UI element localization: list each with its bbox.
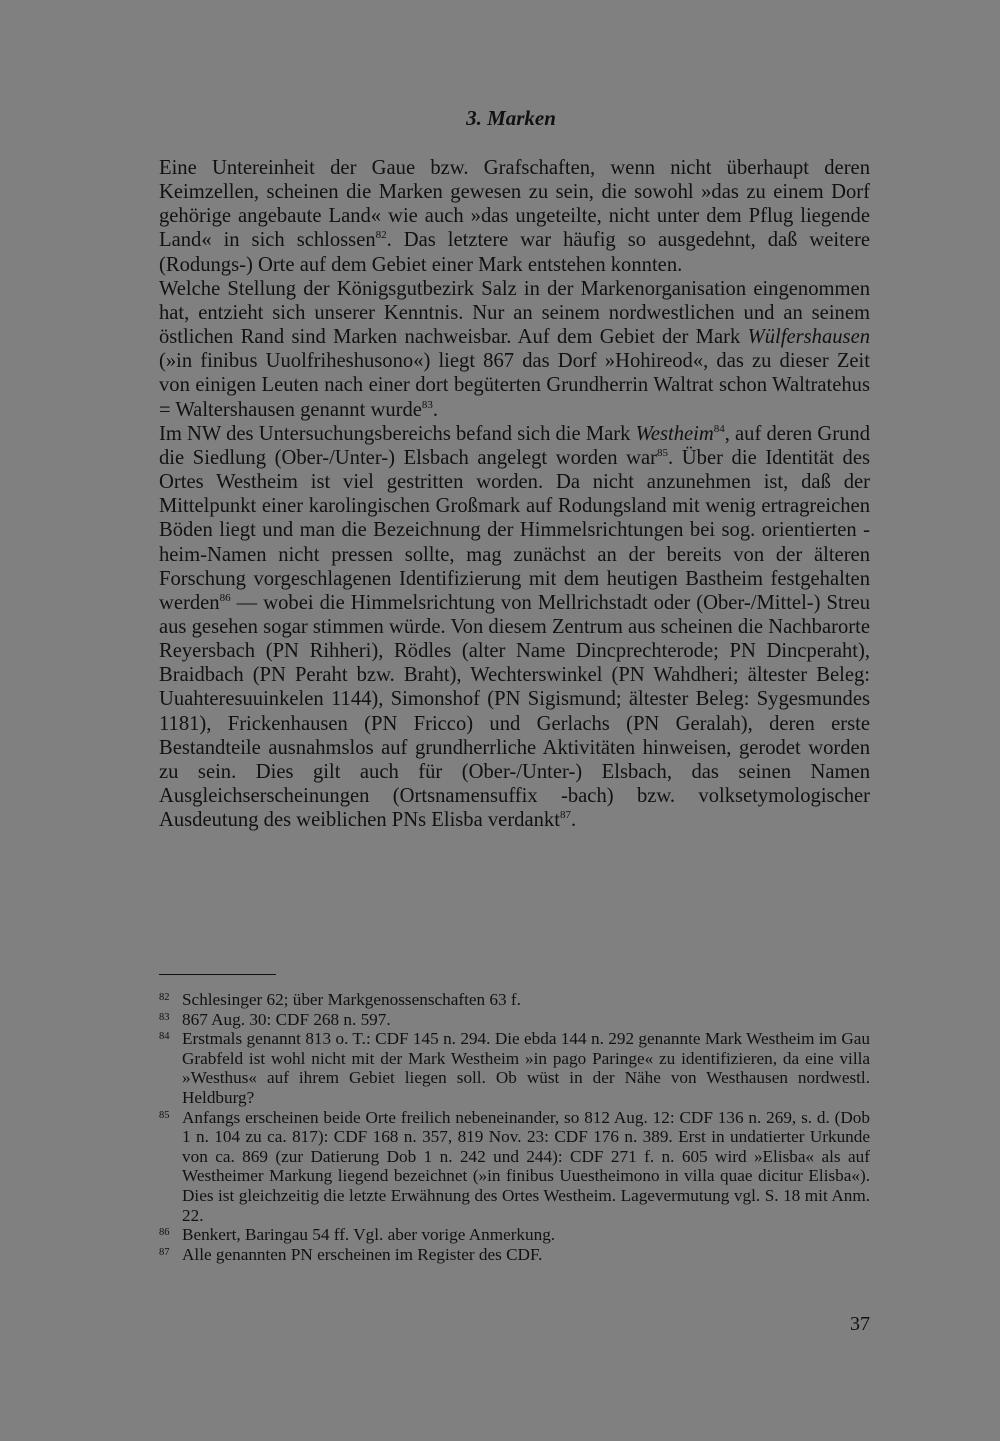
footnote-text: Alle genannten PN erscheinen im Register des CDF. [182,1244,543,1264]
text-segment: Welche Stellung der Königsgutbezirk Salz in der Markenorganisation eingenommen hat, entzieht sich unserer Kenntnis. Nur an seinem nordwestlichen und an seinem östlichen Rand sind Marken nachweisbar. Auf dem Gebiet der Mark [159,277,870,349]
text-segment: , auf deren Grund die Siedlung (Ober-/Unter-) Elsbach angelegt worden war [159,422,870,469]
footnote-reference[interactable]: 86 [219,591,231,604]
footnote [159,1010,870,1030]
text-segment: Eine Untereinheit der Gaue bzw. Grafschaften, wenn nicht überhaupt deren Keimzellen, scheinen die Marken gewesen zu sein, die sowohl »das zu einem Dorf gehörige angebaute Land« wie auch »das ungeteilte, nicht unter dem Pflug liegende Land« in sich schlossen [159,157,870,252]
footnote [159,1029,870,1107]
footnote-number: 86 [159,1227,170,1239]
page-number: 37 [850,1313,870,1335]
footnote-reference[interactable]: 82 [375,229,387,242]
text-segment: . [432,398,439,421]
footnote [159,1245,870,1265]
text-segment: Im NW des Untersuchungsbereichs befand sich die Mark [159,422,636,445]
text-segment: — wobei die Himmelsrichtung von Mellrichstadt oder (Ober-/Mittel-) Streu aus gesehen sogar stimmen würde. Von diesem Zentrum aus scheinen die Nachbarorte Reyersbach (PN Rihheri), Rödles (alter Name Dincprechterode; PN Dincperaht), Braidbach (PN Peraht bzw. Braht), Wechterswinkel (PN Wahdheri; ältester Beleg: Uuahteresuuinkelen 1144), Simonshof (PN Sigismund; ältester Beleg: Sygesmundes 1181), Frickenhausen (PN Fricco) und Gerlachs (PN Geralah), deren erste Bestandteile ausnahmslos auf grundherrliche Aktivitäten hinweisen, gerodet worden zu sein. Dies gilt auch für (Ober-/Unter-) Elsbach, das seinen Namen Ausgleichserscheinungen (Ortsnamensuffix -bach) bzw. volksetymologischer Ausdeutung des weiblichen PNs Elisba verdankt [159,591,870,832]
footnote-number: 83 [159,1011,170,1023]
footnote-reference[interactable]: 85 [657,447,669,460]
footnote-number: 84 [159,1031,170,1043]
footnote-number: 85 [159,1109,170,1121]
footnote-text: Erstmals genannt 813 o. T.: CDF 145 n. 294. Die ebda 144 n. 292 genannte Mark Westheim im Gau Grabfeld ist wohl nicht mit der Mark Westheim »in pago Paringe« zu identifizieren, da eine villa »Westhus« auf ihrem Gebiet liegen soll. Ob wüst in der Nähe von Westhausen nordwestl. Heldburg? [182,1029,870,1107]
footnote-reference[interactable]: 83 [421,398,433,411]
section-title: 3. Marken [466,106,556,130]
footnote [159,1225,870,1245]
footnote-text: 867 Aug. 30: CDF 268 n. 597. [182,1009,391,1029]
paragraph-2 [159,277,870,422]
place-name-italic: Wülfershausen [747,326,870,349]
paragraph-1 [159,156,870,277]
text-segment: . Das letztere war häufig so ausgedehnt, daß weitere (Rodungs-) Orte auf dem Gebiet einer Mark entstehen konnten. [159,229,871,276]
paragraph-3 [159,422,870,833]
footnotes [159,990,870,1264]
place-name-italic: Westheim [635,422,714,445]
footnote [159,1108,870,1226]
body-text [159,156,870,832]
footnote-text: Anfangs erscheinen beide Orte freilich nebeneinander, so 812 Aug. 12: CDF 136 n. 269, s. d. (Dob 1 n. 104 zu ca. 817): CDF 168 n. 357, 819 Nov. 23: CDF 176 n. 389. Erst in undatierter Urkunde von ca. 869 (zur Datierung Dob 1 n. 242 und 244): CDF 271 f. n. 605 wird »Elisba« als auf Westheimer Markung liegend bezeichnet (»in finibus Uuestheimono in villa quae dicitur Elisba«). Dies ist gleichzeitig die letzte Erwähnung des Ortes Westheim. Lagevermutung vgl. S. 18 mit Anm. 22. [182,1107,870,1225]
footnote-text: Benkert, Baringau 54 ff. Vgl. aber vorige Anmerkung. [182,1225,556,1245]
text-segment: (»in finibus Uuolfriheshusono«) liegt 867 das Dorf »Hohireod«, das zu dieser Zeit von einigen Leuten nach einer dort begüterten Grundherrin Waltrat schon Waltratehus = Waltershausen genannt wurde [159,350,870,421]
footnote-text: Schlesinger 62; über Markgenossenschaften 63 f. [182,990,521,1009]
text-segment: . [570,809,577,832]
footnote-divider [159,974,276,975]
text-segment: . Über die Identität des Ortes Westheim ist viel gestritten worden. Da nicht anzunehmen ist, daß der Mittelpunkt einer karolingischen Großmark auf Rodungsland mit wenig ertragreichen Böden liegt und man die Bezeichnung der Himmelsrichtungen bei sog. orientierten -heim-Namen nicht pressen sollte, mag zunächst an der bereits von der älteren Forschung vorgeschlagenen Identifizierung mit dem heutigen Bastheim festgehalten werden [159,446,870,614]
footnote-number: 82 [159,992,170,1003]
footnote-reference[interactable]: 84 [713,422,725,435]
footnote-number: 87 [159,1246,170,1258]
footnote [159,990,870,1010]
footnote-reference[interactable]: 87 [559,809,571,822]
